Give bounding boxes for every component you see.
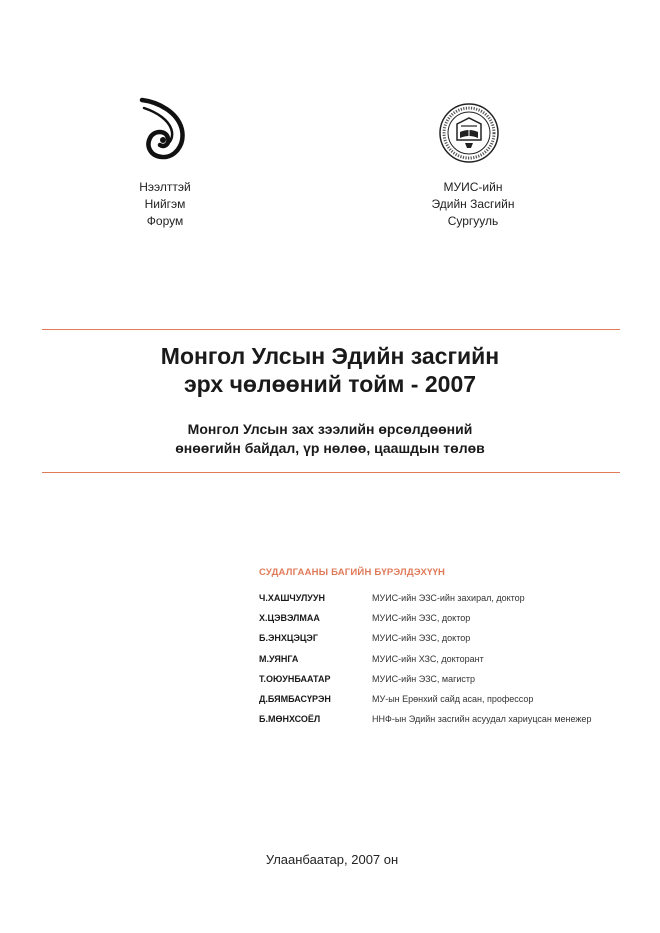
team-member [259, 709, 639, 729]
member-name: Б.ЭНХЦЭЦЭГ [259, 633, 318, 644]
org-open-society-forum [100, 179, 230, 230]
org-right-line-2: Эдийн Засгийн [431, 197, 515, 211]
document-title [40, 342, 620, 398]
team-list [259, 588, 639, 729]
team-member [259, 669, 639, 689]
member-role: МУИС-ийн ЭЗС, магистр [372, 673, 476, 684]
member-role: МУИС-ийн ЭЗС, доктор [372, 613, 471, 624]
team-member [259, 649, 639, 669]
school-of-economics-seal-icon [434, 102, 504, 164]
member-name: Т.ОЮУНБААТАР [259, 673, 331, 684]
team-member [259, 689, 639, 709]
member-name: Д.БЯМБАСҮРЭН [259, 694, 331, 705]
title-bottom-divider [42, 472, 620, 473]
member-name: Б.МӨНХСОЁЛ [259, 714, 321, 725]
org-left-line-1: Нээлттэй [139, 180, 191, 194]
document-subtitle [40, 420, 620, 458]
member-role: МУИС-ийн ХЗС, докторант [372, 653, 484, 664]
title-line-2: эрх чөлөөний тойм - 2007 [183, 371, 477, 397]
subtitle-line-2: өнөөгийн байдал, үр нөлөө, цаашдын төлөв [175, 440, 485, 456]
member-role: ННФ-ын Эдийн засгийн асуудал хариуцсан менежер [372, 714, 592, 725]
org-school-of-economics [403, 179, 543, 230]
subtitle-line-1: Монгол Улсын зах зээлийн өрсөлдөөний [187, 421, 473, 437]
team-heading: СУДАЛГААНЫ БАГИЙН БҮРЭЛДЭХҮҮН [259, 567, 446, 578]
member-name: М.УЯНГА [259, 653, 299, 664]
place-and-year: Улаанбаатар, 2007 он [265, 852, 399, 867]
org-left-line-2: Нийгэм [144, 197, 186, 211]
member-role: МУИС-ийн ЭЗС-ийн захирал, доктор [372, 593, 525, 604]
team-member [259, 628, 639, 648]
member-name: Х.ЦЭВЭЛМАА [259, 613, 320, 624]
member-role: МУ-ын Ерөнхий сайд асан, профессор [372, 694, 534, 705]
team-member [259, 588, 639, 608]
open-society-forum-logo-icon [136, 96, 188, 160]
member-name: Ч.ХАШЧУЛУУН [259, 593, 325, 604]
org-left-line-3: Форум [146, 214, 184, 228]
title-line-1: Монгол Улсын Эдийн засгийн [160, 343, 500, 369]
title-top-divider [42, 329, 620, 330]
org-right-line-3: Сургууль [447, 214, 499, 228]
member-role: МУИС-ийн ЭЗС, доктор [372, 633, 471, 644]
team-member [259, 608, 639, 628]
org-right-line-1: МУИС-ийн [443, 180, 503, 194]
